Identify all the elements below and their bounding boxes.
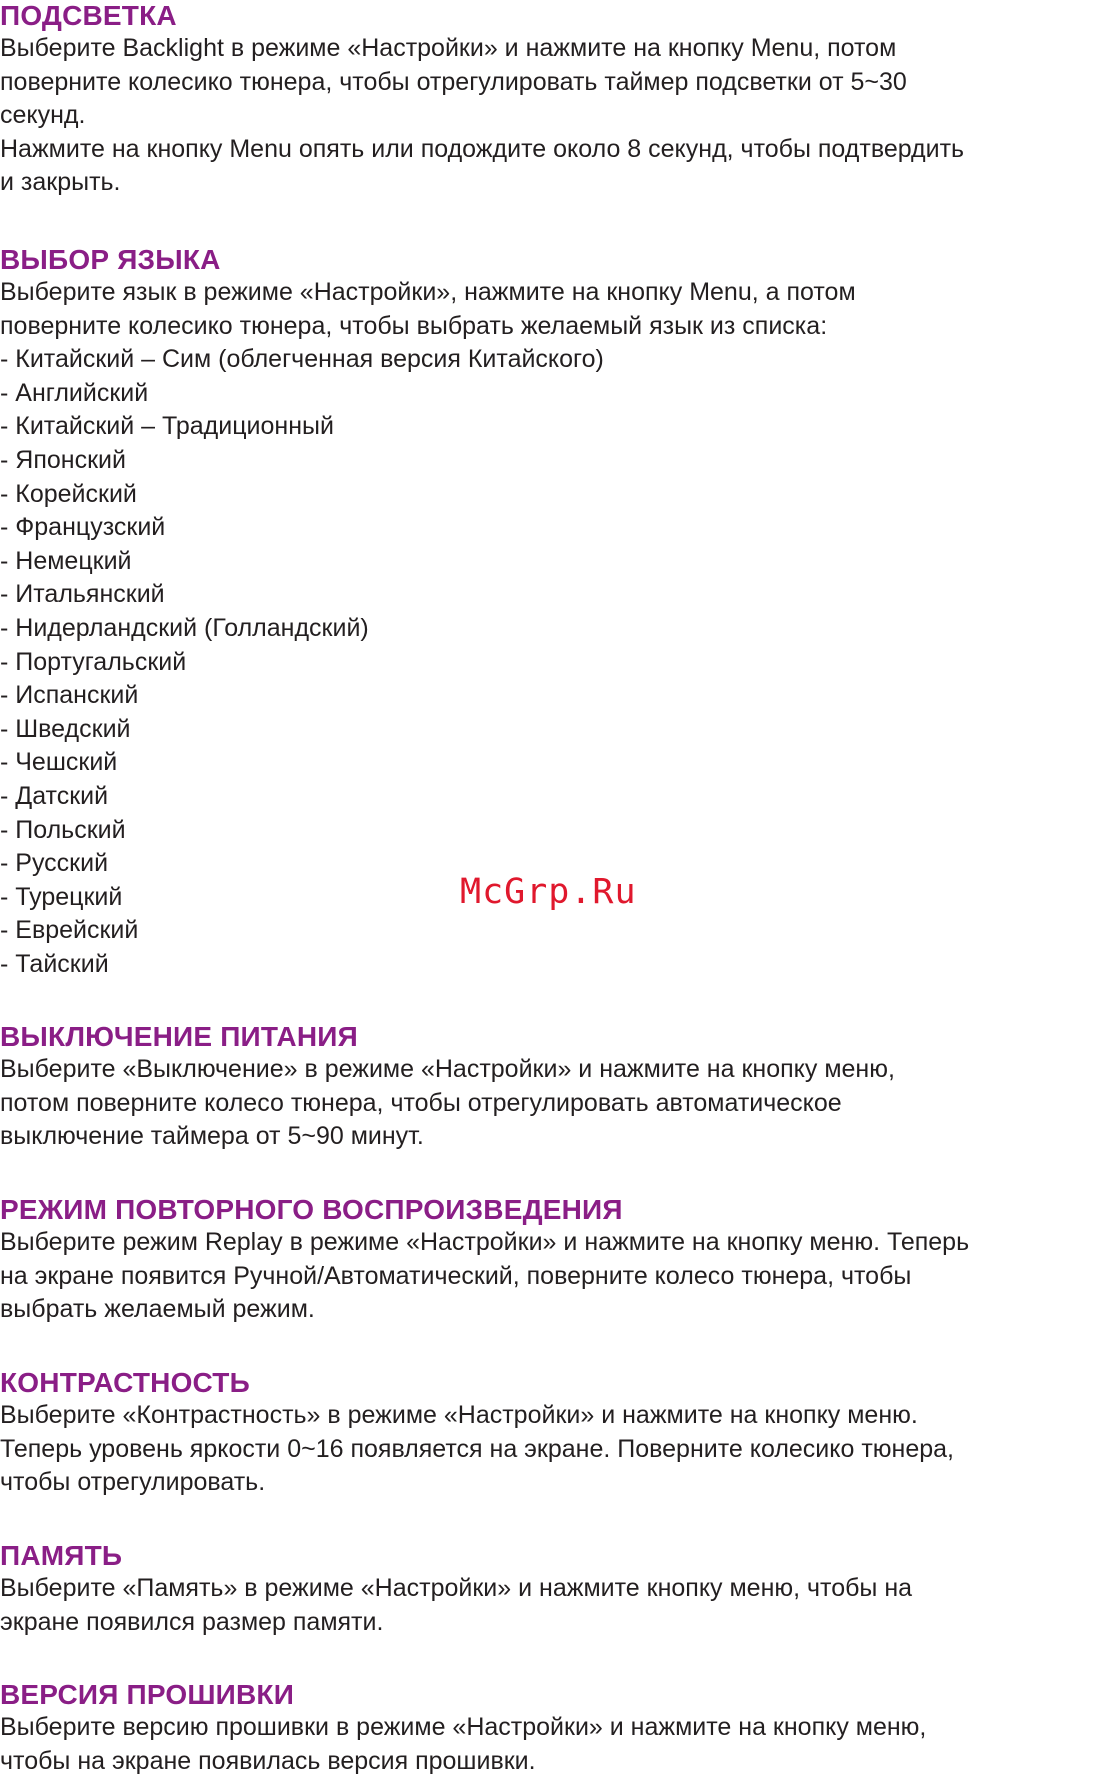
language-item: - Тайский [0,949,109,978]
language-item: - Польский [0,815,126,844]
heading-power-off: ВЫКЛЮЧЕНИЕ ПИТАНИЯ [0,1021,358,1052]
firmware-line: чтобы на экране появилась версия прошивки. [0,1746,536,1775]
memory-line: Выберите «Память» в режиме «Настройки» и нажмите кнопку меню, чтобы на [0,1574,913,1602]
language-item: - Китайский – Традиционный [0,412,334,441]
firmware-line: Выберите версию прошивки в режиме «Настройки» и нажмите на кнопку меню, [0,1713,927,1741]
section-power-off [0,1021,1107,1154]
replay-line: на экране появится Ручной/Автоматический, поверните колесо тюнера, чтобы [0,1261,912,1290]
section-firmware [0,1679,1107,1778]
backlight-line: и закрыть. [0,168,121,197]
language-line: поверните колесико тюнера, чтобы выбрать желаемый язык из списка: [0,311,828,340]
language-item: - Корейский [0,479,137,508]
section-memory [0,1540,1107,1639]
backlight-line: секунд. [0,101,86,130]
language-item: - Турецкий [0,882,123,911]
language-item: - Английский [0,378,149,407]
replay-line: Выберите режим Replay в режиме «Настройки» и нажмите на кнопку меню. Теперь [0,1228,970,1256]
heading-contrast: КОНТРАСТНОСТЬ [0,1367,250,1398]
heading-backlight: ПОДСВЕТКА [0,0,177,31]
section-replay [0,1194,1107,1327]
heading-memory: ПАМЯТЬ [0,1540,123,1571]
language-item: - Испанский [0,681,139,710]
language-item: - Китайский – Сим (облегченная версия Китайского) [0,345,604,374]
language-item: - Французский [0,513,166,542]
replay-line: выбрать желаемый режим. [0,1295,315,1324]
language-item: - Еврейский [0,916,139,945]
language-item: - Португальский [0,647,187,676]
language-item: - Датский [0,781,109,810]
language-item: - Нидерландский (Голландский) [0,613,369,642]
power-off-line: потом поверните колесо тюнера, чтобы отрегулировать автоматическое [0,1088,842,1117]
contrast-line: Выберите «Контрастность» в режиме «Настройки» и нажмите на кнопку меню. [0,1401,918,1429]
language-item: - Чешский [0,748,118,777]
backlight-line: Нажмите на кнопку Menu опять или подождите около 8 секунд, чтобы подтвердить [0,134,965,163]
contrast-line: Теперь уровень яркости 0~16 появляется на экране. Поверните колесико тюнера, [0,1434,955,1463]
section-language [0,244,1107,981]
language-item: - Шведский [0,714,131,743]
language-item: - Японский [0,445,126,474]
language-item: - Русский [0,849,109,878]
heading-firmware: ВЕРСИЯ ПРОШИВКИ [0,1679,295,1710]
section-contrast [0,1367,1107,1500]
language-item: - Итальянский [0,580,165,609]
language-item: - Немецкий [0,546,132,575]
watermark: McGrp.Ru [460,872,637,912]
section-backlight [0,0,1107,200]
heading-language: ВЫБОР ЯЗЫКА [0,244,221,275]
memory-line: экране появился размер памяти. [0,1607,384,1636]
backlight-line: поверните колесико тюнера, чтобы отрегулировать таймер подсветки от 5~30 [0,67,907,96]
language-line: Выберите язык в режиме «Настройки», нажмите на кнопку Menu, а потом [0,278,856,306]
contrast-line: чтобы отрегулировать. [0,1468,266,1497]
heading-replay: РЕЖИМ ПОВТОРНОГО ВОСПРОИЗВЕДЕНИЯ [0,1194,623,1225]
power-off-line: выключение таймера от 5~90 минут. [0,1122,424,1151]
backlight-line: Выберите Backlight в режиме «Настройки» и нажмите на кнопку Menu, потом [0,34,897,62]
power-off-line: Выберите «Выключение» в режиме «Настройки» и нажмите на кнопку меню, [0,1055,895,1083]
